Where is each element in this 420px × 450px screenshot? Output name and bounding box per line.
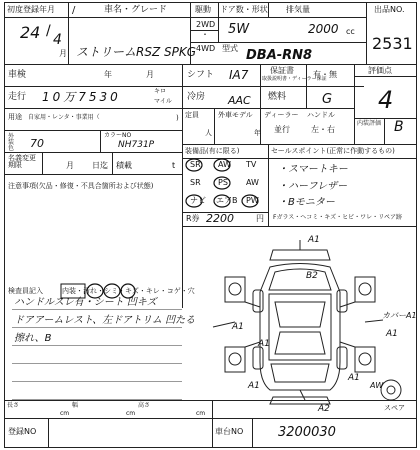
mark-cover: カバーA1 [382, 311, 417, 320]
chassis-label: 車台NO [215, 427, 244, 436]
lot-label: 出品NO. [374, 5, 405, 14]
interior-value: B [394, 119, 404, 135]
chassis-value: 3200030 [278, 425, 336, 440]
color-label: 外装色 [8, 133, 15, 152]
color-no-value: NH731P [118, 140, 155, 150]
sales-point-1: ・スマートキー [278, 164, 348, 175]
score-value: 4 [378, 86, 394, 114]
name-change-month: 月 [66, 161, 74, 170]
length-unit: cm [60, 410, 70, 417]
capacity-unit: 人 [205, 129, 212, 137]
warranty-sub: 取扱説明書・ディーラー保証 [262, 76, 327, 82]
sales-point-3: ・Bモニター [278, 197, 335, 208]
name-grade-value: ストリームRSZ SPKG [76, 45, 197, 59]
first-reg-label: 初度登録年月 [7, 5, 55, 14]
height-label: 高さ [138, 402, 151, 409]
mark-rear-left: A1 [248, 381, 260, 391]
handle-value: 左・右 [311, 125, 335, 134]
ac-value: AAC [228, 94, 251, 107]
drive-label: 駆動 [195, 5, 211, 14]
drive-4wd: 4WD [196, 44, 216, 53]
inspector-line-3: 擦れ、B [14, 333, 52, 344]
model-value: DBA-RN8 [246, 48, 313, 63]
sales-points-label: セールスポイント(正常に作動するもの) [271, 147, 395, 155]
shift-value: IA7 [229, 68, 249, 82]
equip-item-2: AW [218, 160, 231, 169]
displacement-unit: cc [346, 27, 355, 36]
width-label: 幅 [72, 402, 79, 409]
mark-left: A1 [232, 322, 244, 332]
model-label: 型式 [222, 44, 238, 53]
equip-item-7: ナビ [190, 196, 206, 205]
first-reg-year: 24 [20, 23, 41, 42]
auction-sheet: 初度登録年月 24 / 4 月 / 車名・グレード ストリームRSZ SPKG 駆動 ドア数・形状 排気量 2WD ・ 4WD 5W 2000 cc 型式 DBA-RN8 出品NO. 2531 車検 年 月 シフト IA7 保証書 取扱説明書・ディーラー保証 有・無 評価点 4 走行 10万7530 キロ マイル 冷房 AAC 燃料 G 用途 自家用・レンタ・事業用（ ) 定員 人 外車モデル 年 ディーラー 並行 ハンドル 左・右 内装評価 B 外装色 70 カラーNO NH731P 名義変更期限 月 日迄 積載 t 注意事項(欠品・修復・不具合箇所および状態) 装備品(有に限る) SR AW TV SR PS AW ナビ エアB PW R券 2200 円 セールスポイント(正常に作動するもの) ・スマートキー ・ハーフレザー ・Bモニター Fガラス・ヘコミ・キズ・ヒビ・ワレ・リペア跡 検査員記入 内装・汚れ・シミ・キズ・キレ・コゲ・穴 ハンドルスレ有・シート 凹キズ ドアアームレスト、左ドアトリム 凹たる 擦れ、B A1 B2 A1 A1 カバーA1 A1 A1 A1 AW A2 スペア 長さ cm 幅 cm 高さ cm 登録NO 車台NO 3200030 [0, 0, 420, 450]
color-value: 70 [30, 137, 44, 150]
mark-rear: A2 [318, 404, 330, 414]
mark-aw: AW [370, 381, 384, 390]
handle-label: ハンドル [307, 111, 335, 119]
score-label: 評価点 [368, 66, 392, 75]
ac-label: 冷房 [187, 92, 206, 102]
name-change-day: 日迄 [92, 161, 108, 170]
mileage-label: 走行 [8, 92, 27, 102]
color-no-label: カラーNO [104, 132, 132, 139]
first-reg-month: 4 [53, 32, 62, 48]
rseat-value: 2200 [206, 212, 234, 225]
equip-item-6: AW [246, 178, 259, 187]
inspector-label: 検査員記入 [8, 287, 43, 295]
length-label: 長さ [7, 402, 20, 409]
first-reg-suffix: 月 [59, 49, 67, 58]
sales-point-2: ・ハーフレザー [278, 181, 348, 192]
mark-front: A1 [308, 235, 320, 245]
glass-footer: Fガラス・ヘコミ・キズ・ヒビ・ワレ・リペア跡 [273, 214, 403, 221]
equip-item-4: SR [190, 178, 201, 187]
lot-value: 2531 [372, 34, 413, 53]
doors-value: 5W [228, 22, 250, 37]
usage-options: 自家用・レンタ・事業用（ [28, 114, 100, 121]
warranty-value: 有・無 [313, 70, 337, 79]
spare-label: スペア [384, 404, 405, 412]
equip-item-1: SR [190, 160, 201, 169]
mark-right: A1 [386, 329, 398, 339]
equip-item-3: TV [246, 160, 257, 169]
inspector-line-2: ドアアームレスト、左ドアトリム 凹たる [14, 315, 196, 326]
name-change-label: 名義変更期限 [8, 154, 36, 169]
displacement-label: 排気量 [286, 5, 310, 14]
doors-label: ドア数・形状 [220, 5, 268, 14]
fuel-value: G [322, 92, 333, 107]
usage-label: 用途 [8, 113, 22, 121]
equip-item-9: PW [246, 196, 259, 205]
rseat-unit: 円 [256, 214, 264, 223]
mileage-value: 10万7530 [42, 90, 121, 104]
load-label: 積載 [116, 161, 132, 170]
displacement-value: 2000 [308, 22, 339, 36]
drive-2wd: 2WD [196, 20, 216, 29]
warranty-label: 保証書 [270, 66, 294, 75]
inspection-month: 月 [146, 70, 154, 79]
dealer-value: 並行 [274, 125, 290, 134]
width-unit: cm [126, 410, 136, 417]
mark-rear-right: A1 [348, 373, 360, 383]
mark-left-rear: A1 [258, 339, 270, 349]
ext-model-unit: 年 [254, 129, 261, 137]
rseat-label: R券 [186, 214, 200, 223]
load-unit: t [172, 161, 176, 170]
mileage-km: キロ [154, 88, 167, 95]
equip-item-8: エアB [216, 196, 238, 205]
inspection-label: 車検 [8, 70, 27, 80]
inspector-options: 内装・汚れ・シミ・キズ・キレ・コゲ・穴 [62, 287, 195, 295]
fuel-label: 燃料 [268, 92, 287, 102]
shift-label: シフト [187, 70, 215, 80]
ext-model-label: 外車モデル [218, 111, 253, 119]
mileage-mile: マイル [154, 98, 172, 105]
inspection-year: 年 [104, 70, 112, 79]
interior-label: 内装評価 [357, 120, 382, 127]
reg-no-label: 登録NO [8, 427, 37, 436]
mark-hood: B2 [306, 271, 318, 281]
equipment-header: 装備品(有に限る) [185, 147, 240, 155]
equipment-circles [182, 158, 268, 212]
notes-label: 注意事項(欠品・修復・不具合箇所および状態) [8, 182, 154, 190]
height-unit: cm [196, 410, 206, 417]
name-grade-label: 車名・グレード [104, 5, 168, 15]
inspector-line-1: ハンドルスレ有・シート 凹キズ [14, 297, 157, 308]
dealer-label: ディーラー [264, 111, 299, 119]
equip-item-5: PS [218, 178, 228, 187]
capacity-label: 定員 [185, 111, 199, 119]
